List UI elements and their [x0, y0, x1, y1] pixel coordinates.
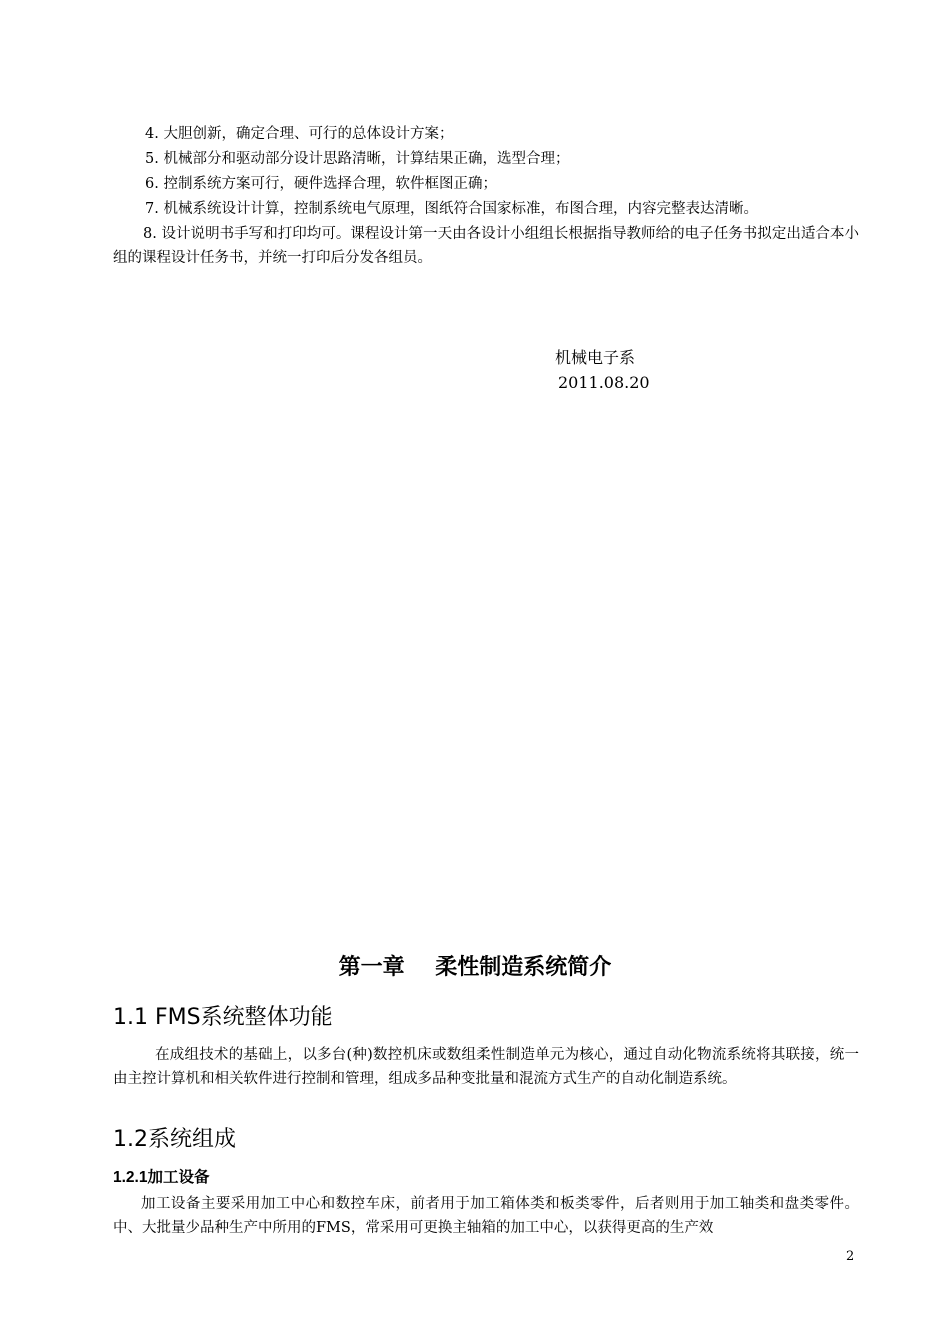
- requirement-item-5: 5. 机械部分和驱动部分设计思路清晰，计算结果正确，选型合理；: [145, 151, 570, 167]
- chapter-title: 第一章 柔性制造系统简介: [338, 955, 612, 980]
- section-1-1-heading: 1.1 FMS系统整体功能: [113, 1005, 333, 1030]
- signature-date: 2011.08.20: [558, 373, 650, 392]
- requirement-item-4: 4. 大胆创新，确定合理、可行的总体设计方案；: [145, 126, 454, 142]
- section-1-2-1-heading: 1.2.1加工设备: [113, 1169, 210, 1186]
- section-1-2-heading: 1.2系统组成: [113, 1127, 236, 1152]
- section-1-1-body: 在成组技术的基础上，以多台(种)数控机床或数组柔性制造单元为核心，通过自动化物流系统将其联接，统一由主控计算机和相关软件进行控制和管理，组成多品种变批量和混流方式生产的自动化制造系统。: [113, 1047, 859, 1087]
- requirement-item-7: 7. 机械系统设计计算，控制系统电气原理，图纸符合国家标准，布图合理，内容完整表达清晰。: [145, 201, 758, 217]
- page-number: 2: [846, 1249, 855, 1264]
- section-1-2-1-body: 加工设备主要采用加工中心和数控车床，前者用于加工箱体类和板类零件，后者则用于加工轴类和盘类零件。中、大批量少品种生产中所用的FMS，常采用可更换主轴箱的加工中心，以获得更高的生产效: [113, 1196, 859, 1236]
- signature-department: 机械电子系: [555, 348, 636, 367]
- requirement-item-6: 6. 控制系统方案可行，硬件选择合理，软件框图正确；: [145, 176, 497, 192]
- requirement-item-8: 8. 设计说明书手写和打印均可。课程设计第一天由各设计小组组长根据指导教师给的电子任务书拟定出适合本小组的课程设计任务书，并统一打印后分发各组员。: [113, 226, 859, 266]
